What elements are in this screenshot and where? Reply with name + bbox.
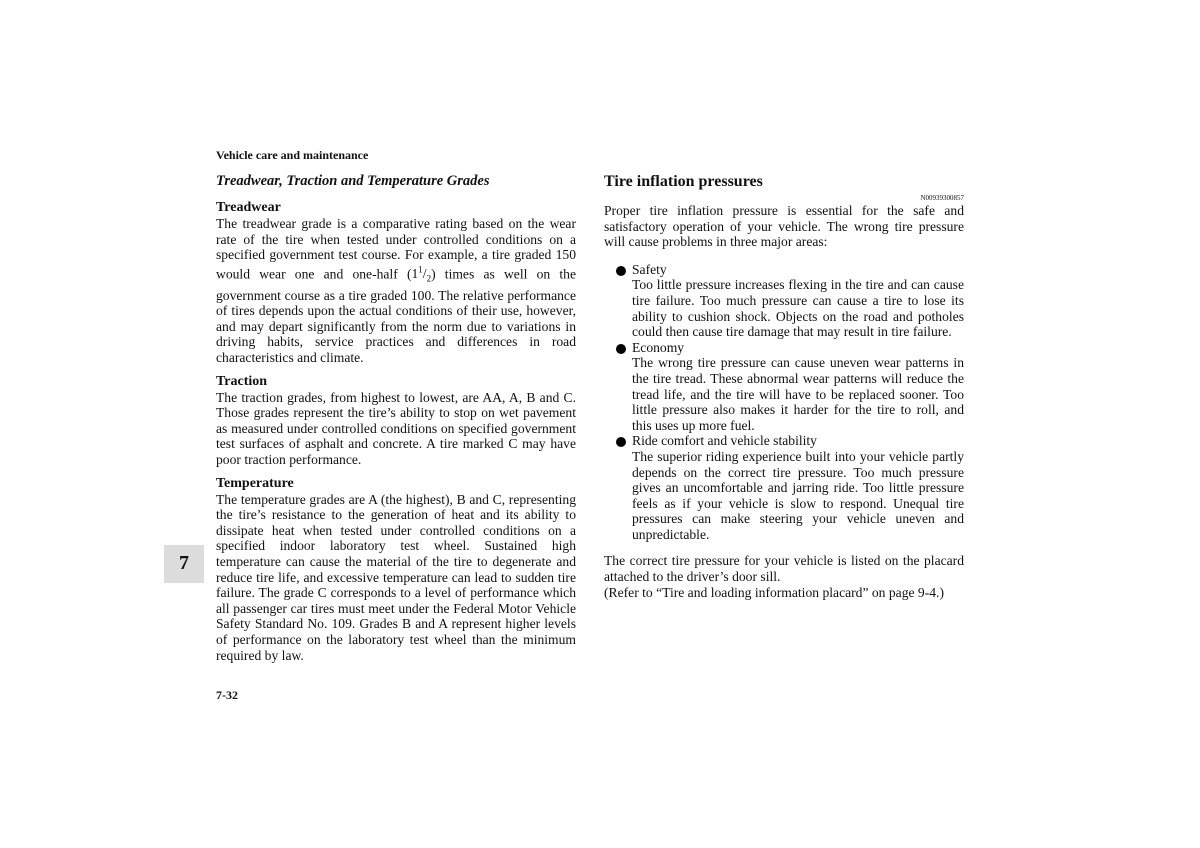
traction-heading: Traction <box>216 373 268 389</box>
temperature-paragraph: The temperature grades are A (the highest), B and C, representing the tire’s resistance to the generation of heat and its ability to dissipate heat when tested under controlled conditions on a specified indoor laboratory test wheel. Sustained high temperature can cause the material of the tire to degenerate and reduce tire life, and excessive temperature can lead to sudden tire failure. The grade C corresponds to a level of performance which all passenger car tires must meet under the Federal Motor Vehicle Safety Standard No. 109. Grades B and A represent higher levels of performance on the laboratory test wheel than the minimum required by law. <box>216 491 576 663</box>
inflation-intro: Proper tire inflation pressure is essential for the safe and satisfactory operation of your vehicle. The wrong tire pressure will cause problems in three major areas: <box>604 203 964 250</box>
treadwear-text-1: The treadwear grade is a comparative rating based on the wear rate of the tire when tested under controlled conditions on a specified government test course. For example, a tire graded 150 would wear one and one-half ( <box>216 216 576 282</box>
tire-inflation-title: Tire inflation pressures <box>604 173 763 190</box>
bullet-label: Safety <box>632 261 667 277</box>
grades-subtitle: Treadwear, Traction and Temperature Grades <box>216 173 490 189</box>
bullet-icon <box>616 437 626 447</box>
one-half-fraction: $1^1/_2$ <box>411 264 432 285</box>
treadwear-text-2: ) times as well on the government course as a tire graded 100. The relative performance of tires depends upon the actual conditions of their use, however, and may depart significantly from the norm due to variations in driving habits, service practices and differences in road characteristics and climate. <box>216 266 576 365</box>
traction-paragraph: The traction grades, from highest to lowest, are AA, A, B and C. Those grades represent the tire’s ability to stop on wet pavement as measured under controlled conditions on specified government test surfaces of asphalt and concrete. A tire marked C may have poor traction performance. <box>216 389 576 467</box>
bullet-text: Too little pressure increases flexing in the tire and can cause tire failure. Too much pressure can cause a tire to lose its ability to cushion shock. Objects on the road and potholes could then cause tire damage that may result in tire failure. <box>632 277 964 340</box>
bullet-icon <box>616 344 626 354</box>
list-item-ride-comfort <box>604 433 964 542</box>
bullet-text: The wrong tire pressure can cause uneven wear patterns in the tire tread. These abnormal wear patterns will reduce the tread life, and the tire will have to be replaced sooner. Too little pressure also makes it harder for the tire to roll, and this uses up more fuel. <box>632 355 964 433</box>
bullet-icon <box>616 266 626 276</box>
placard-reference: (Refer to “Tire and loading information placard” on page 9-4.) <box>604 584 944 600</box>
list-item-safety <box>604 262 964 340</box>
temperature-heading: Temperature <box>216 475 294 491</box>
section-header: Vehicle care and maintenance <box>216 148 369 162</box>
page-number: 7-32 <box>216 688 238 702</box>
problem-areas-list <box>604 262 964 543</box>
document-code: N00939300857 <box>920 194 964 202</box>
chapter-number: 7 <box>179 552 189 574</box>
bullet-label: Ride comfort and vehicle stability <box>632 433 817 449</box>
treadwear-paragraph <box>216 216 576 366</box>
bullet-label: Economy <box>632 339 685 355</box>
list-item-economy <box>604 340 964 434</box>
treadwear-heading: Treadwear <box>216 200 281 215</box>
chapter-tab <box>164 545 204 583</box>
left-column <box>216 172 576 663</box>
placard-paragraph: The correct tire pressure for your vehicle is listed on the placard attached to the driver’s door sill. <box>604 553 964 585</box>
bullet-text: The superior riding experience built into your vehicle partly depends on the correct tire pressure. Too much pressure gives an uncomfortable and jarring ride. Too little pressure feels as if your vehicle is slow to respond. Unequal tire pressures can make steering your vehicle uneven and unpredictable. <box>632 448 964 542</box>
right-column <box>604 172 964 600</box>
